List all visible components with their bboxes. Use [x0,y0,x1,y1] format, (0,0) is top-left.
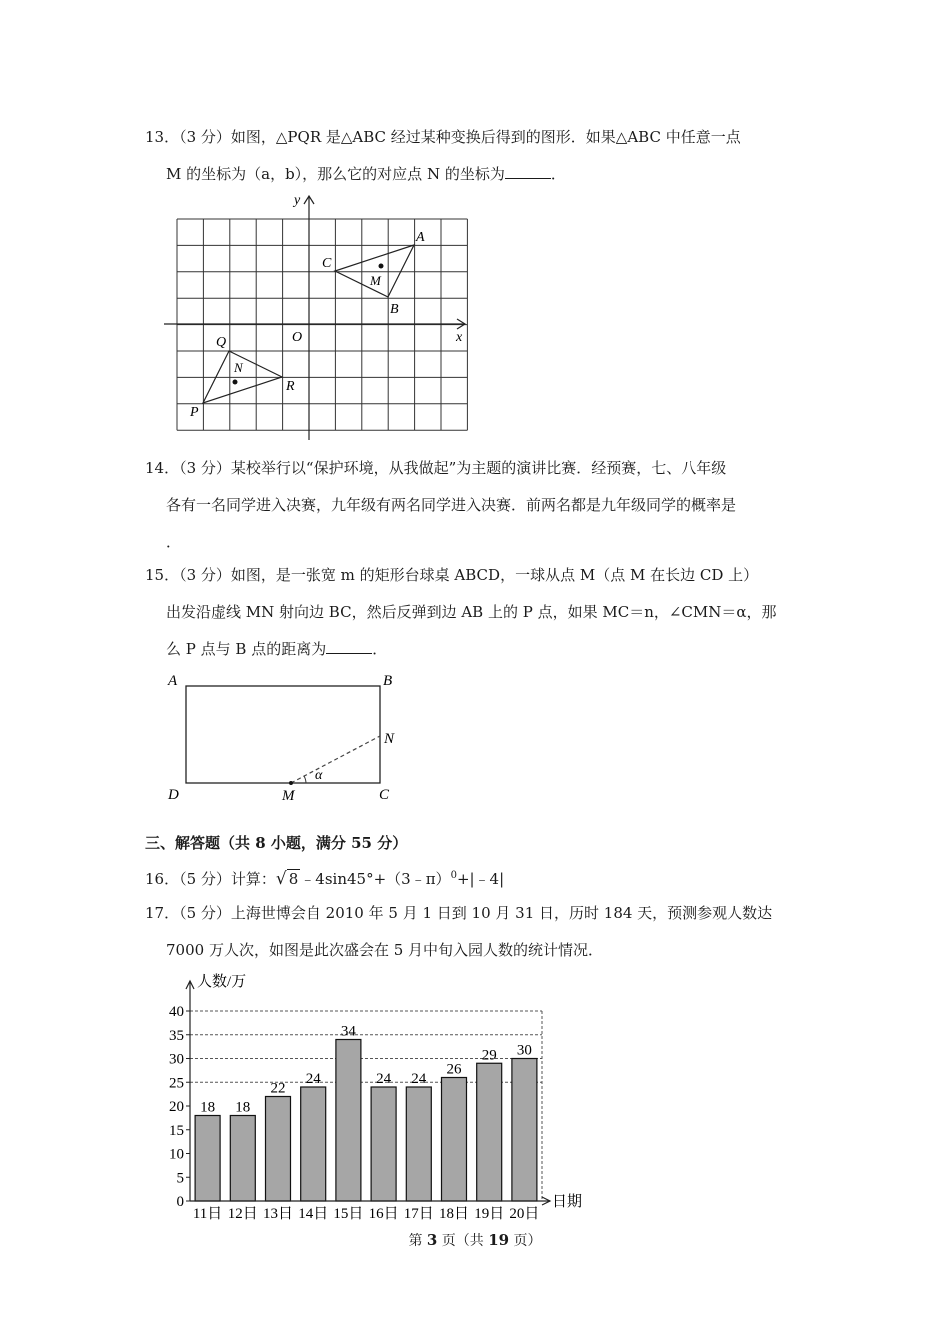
chart-ytick-label: 30 [169,1051,184,1068]
chart-xtick-label: 11日 [192,1206,223,1220]
q16-exponent: 0 [450,870,457,881]
label-r: R [286,379,295,394]
chart-bar [195,1116,220,1202]
label-o: O [292,330,303,345]
q16-rest: ﹣4sin45°+（3﹣π） [300,870,451,888]
chart-y-label: 人数/万 [197,974,247,990]
label-y: y [294,193,301,208]
chart-y-ticks [169,1004,190,1210]
q13-line2 [166,164,566,184]
chart-bar [442,1078,467,1202]
chart-xtick-label: 19日 [474,1206,505,1220]
chart-bar [230,1116,255,1202]
chart-xtick-label: 18日 [438,1206,470,1220]
chart-value-label: 18 [200,1099,216,1116]
q17-line2: 7000 万人次，如图是此次盛会在 5 月中旬入园人数的统计情况． [166,941,604,959]
chart-ytick-label: 5 [176,1170,184,1187]
chart-ytick-label: 40 [169,1004,184,1020]
q15-line3-end: ． [372,640,388,658]
footer-total: 19 [488,1231,510,1249]
label-alpha: α [315,768,323,783]
label-a: A [416,230,425,245]
label-c: C [322,256,332,271]
chart-xtick-label: 13日 [262,1206,294,1220]
sqrt-symbol: √ [275,869,287,889]
footer-page: 3 [426,1231,438,1249]
chart-x-label: 日期 [552,1194,583,1210]
section-title: 三、解答题（共 8 小题，满分 55 分） [145,834,408,852]
chart-xtick-label: 20日 [509,1206,540,1220]
label-m: M [370,273,381,288]
q17-line1: 17．（5 分）上海世博会自 2010 年 5 月 1 日到 10 月 31 日，历时 184 天，预测参观人数达 [145,904,773,922]
chart-value-label: 34 [340,1023,356,1040]
point-m-dot [289,781,293,785]
chart-xtick-label: 14日 [298,1206,329,1220]
q16-tail: +|﹣4| [456,870,505,888]
chart-bar [371,1087,396,1201]
label-n: N [384,731,395,747]
chart-ytick-label: 20 [169,1099,184,1115]
visitor-bar-chart [155,965,595,1220]
q13-line2-end: ． [550,165,566,183]
label-b: B [390,302,399,317]
q14-line2: 各有一名同学进入决赛，九年级有两名同学进入决赛．前两名都是九年级同学的概率是 [166,496,737,514]
chart-ytick-label: 35 [169,1027,184,1044]
triangle-abc [335,245,414,297]
label-b: B [383,673,393,689]
footer-a: 第 [408,1233,427,1249]
q15-line1: 15．（3 分）如图，是一张宽 m 的矩形台球桌 ABCD，一球从点 M（点 M 在长边 CD 上） [145,566,759,584]
q15-line3 [166,639,387,659]
table-rectangle [186,686,380,783]
angle-arc [304,776,306,783]
label-n: N [234,360,243,375]
chart-bar [336,1040,361,1202]
chart-value-label: 30 [516,1042,532,1059]
chart-value-label: 26 [446,1061,462,1078]
chart-ytick-label: 25 [169,1075,184,1092]
label-c: C [379,787,390,803]
q13-answer-blank [505,164,551,179]
label-q: Q [216,335,227,350]
chart-value-label: 29 [481,1047,497,1064]
chart-bar [406,1087,431,1201]
q14-line1: 14．（3 分）某校举行以“保护环境，从我做起”为主题的演讲比赛．经预赛，七、八年级 [145,459,727,477]
chart-xtick-label: 15日 [333,1206,364,1220]
chart-bar [512,1059,537,1202]
grid [177,219,467,430]
chart-bars [195,1040,537,1202]
chart-value-label: 24 [411,1071,427,1087]
chart-bar [266,1097,291,1202]
chart-bar [301,1087,326,1201]
chart-value-label: 24 [305,1071,321,1087]
q13-coordinate-figure [160,190,480,445]
label-m: M [282,788,295,804]
point-m [379,264,384,269]
sqrt-radicand: 8 [288,870,299,888]
q16-line [145,866,504,889]
q15-line2: 出发沿虚线 MN 射向边 BC，然后反弹到边 AB 上的 P 点，如果 MC＝n，∠CMN＝α，那 [166,603,777,621]
q13-line2-text: M 的坐标为（a，b），那么它的对应点 N 的坐标为 [166,165,505,183]
point-n [233,380,238,385]
chart-value-label: 18 [235,1099,251,1116]
footer-b: 页（共 [437,1233,489,1249]
q15-billiard-figure [160,668,410,808]
chart-xtick-label: 16日 [368,1206,399,1220]
chart-xtick-label: 12日 [227,1206,258,1220]
chart-value-label: 22 [270,1080,286,1097]
q15-line3-text: 么 P 点与 B 点的距离为 [166,640,327,658]
q13-line1: 13．（3 分）如图，△PQR 是△ABC 经过某种变换后得到的图形．如果△ABC 中任意一点 [145,128,741,146]
page-footer [0,1230,950,1250]
q15-answer-blank [326,639,372,654]
chart-ytick-label: 15 [169,1122,184,1139]
chart-bar [477,1063,502,1201]
label-d: D [168,787,179,803]
label-x: x [456,330,463,345]
chart-ytick-label: 0 [176,1194,184,1210]
chart-x-ticks [193,1205,540,1220]
q16-prefix: 16．（5 分）计算： [145,870,276,888]
chart-value-label: 24 [376,1071,392,1087]
footer-c: 页） [509,1233,542,1249]
q14-line3: ． [166,533,182,551]
label-a: A [168,673,178,689]
chart-ytick-label: 10 [169,1146,184,1163]
label-p: P [190,405,199,420]
chart-xtick-label: 17日 [403,1206,434,1220]
